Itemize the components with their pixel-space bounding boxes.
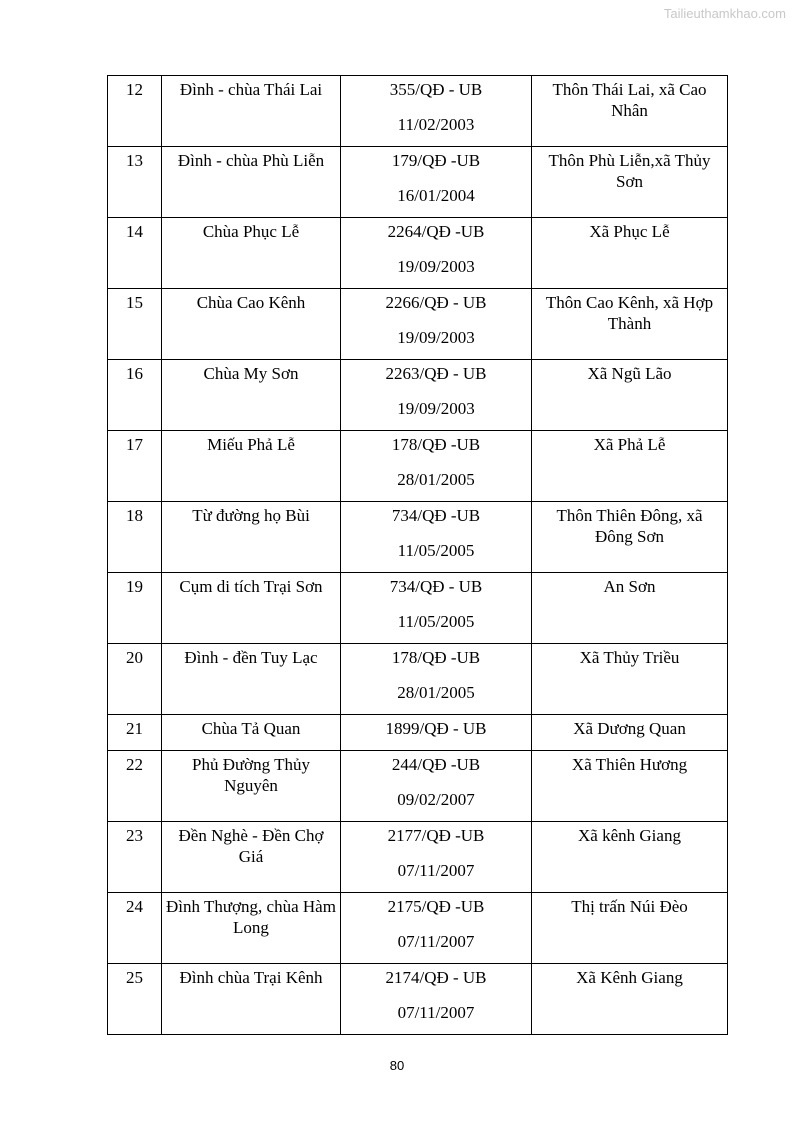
decision-cell — [341, 431, 532, 502]
row-number: 21 — [108, 715, 162, 751]
row-number: 20 — [108, 644, 162, 715]
decision-number: 2263/QĐ - UB — [385, 364, 487, 383]
table-row — [108, 147, 728, 218]
decision-date: 11/05/2005 — [397, 612, 475, 631]
decision-number: 2266/QĐ - UB — [385, 293, 487, 312]
decision-date: 19/09/2003 — [397, 328, 475, 347]
decision-cell — [341, 715, 532, 751]
decision-number: 178/QĐ -UB — [391, 648, 481, 667]
relic-name: Chùa My Sơn — [162, 360, 341, 431]
watermark: Tailieuthamkhao.com — [663, 6, 786, 21]
decision-number: 2175/QĐ -UB — [387, 897, 485, 916]
relic-name: Từ đường họ Bùi — [162, 502, 341, 573]
location: Xã Kênh Giang — [532, 964, 728, 1035]
decision-date: 19/09/2003 — [397, 399, 475, 418]
decision-number: 355/QĐ - UB — [389, 80, 483, 99]
location: Xã kênh Giang — [532, 822, 728, 893]
row-number: 22 — [108, 751, 162, 822]
row-number: 25 — [108, 964, 162, 1035]
relic-name: Chùa Tả Quan — [162, 715, 341, 751]
decision-date: 16/01/2004 — [397, 186, 475, 205]
location: Xã Phả Lễ — [532, 431, 728, 502]
relic-name: Miếu Phả Lễ — [162, 431, 341, 502]
location: Thôn Thiên Đông, xã Đông Sơn — [532, 502, 728, 573]
decision-number: 179/QĐ -UB — [391, 151, 481, 170]
decision-number: 2177/QĐ -UB — [387, 826, 485, 845]
decision-date: 07/11/2007 — [397, 932, 475, 951]
heritage-table — [107, 75, 728, 1035]
row-number: 19 — [108, 573, 162, 644]
decision-number: 2264/QĐ -UB — [387, 222, 485, 241]
row-number: 17 — [108, 431, 162, 502]
page-number: 80 — [389, 1058, 405, 1073]
table-row — [108, 751, 728, 822]
decision-date: 09/02/2007 — [397, 790, 475, 809]
relic-name: Đình chùa Trại Kênh — [162, 964, 341, 1035]
relic-name: Phủ Đường Thủy Nguyên — [162, 751, 341, 822]
table-row — [108, 360, 728, 431]
relic-name: Đình - đền Tuy Lạc — [162, 644, 341, 715]
decision-date: 19/09/2003 — [397, 257, 475, 276]
table-row — [108, 289, 728, 360]
row-number: 12 — [108, 76, 162, 147]
decision-date: 28/01/2005 — [397, 470, 475, 489]
decision-date: 28/01/2005 — [397, 683, 475, 702]
decision-date: 11/05/2005 — [397, 541, 475, 560]
location: Thôn Cao Kênh, xã Hợp Thành — [532, 289, 728, 360]
location: Xã Thiên Hương — [532, 751, 728, 822]
row-number: 14 — [108, 218, 162, 289]
table-row — [108, 822, 728, 893]
relic-name: Cụm di tích Trại Sơn — [162, 573, 341, 644]
table-row — [108, 218, 728, 289]
location: Thôn Phù Liễn,xã Thủy Sơn — [532, 147, 728, 218]
decision-cell — [341, 893, 532, 964]
row-number: 18 — [108, 502, 162, 573]
decision-cell — [341, 822, 532, 893]
row-number: 15 — [108, 289, 162, 360]
location: Xã Thủy Triều — [532, 644, 728, 715]
location: Xã Ngũ Lão — [532, 360, 728, 431]
relic-name: Đình Thượng, chùa Hàm Long — [162, 893, 341, 964]
table-row — [108, 715, 728, 751]
relic-name: Đình - chùa Thái Lai — [162, 76, 341, 147]
decision-date: 07/11/2007 — [397, 1003, 475, 1022]
decision-cell — [341, 502, 532, 573]
decision-number: 244/QĐ -UB — [391, 755, 481, 774]
decision-cell — [341, 289, 532, 360]
row-number: 23 — [108, 822, 162, 893]
table-row — [108, 964, 728, 1035]
location: Xã Dương Quan — [532, 715, 728, 751]
table-row — [108, 502, 728, 573]
location: Xã Phục Lễ — [532, 218, 728, 289]
location: Thị trấn Núi Đèo — [532, 893, 728, 964]
decision-number: 178/QĐ -UB — [391, 435, 481, 454]
decision-cell — [341, 644, 532, 715]
table-row — [108, 573, 728, 644]
decision-number: 734/QĐ -UB — [391, 506, 481, 525]
row-number: 16 — [108, 360, 162, 431]
decision-cell — [341, 76, 532, 147]
location: An Sơn — [532, 573, 728, 644]
decision-date: 11/02/2003 — [397, 115, 475, 134]
table-row — [108, 431, 728, 502]
decision-cell — [341, 964, 532, 1035]
decision-cell — [341, 751, 532, 822]
decision-cell — [341, 573, 532, 644]
row-number: 24 — [108, 893, 162, 964]
relic-name: Chùa Phục Lễ — [162, 218, 341, 289]
row-number: 13 — [108, 147, 162, 218]
location: Thôn Thái Lai, xã Cao Nhân — [532, 76, 728, 147]
table-row — [108, 644, 728, 715]
decision-number: 2174/QĐ - UB — [385, 968, 487, 987]
decision-cell — [341, 218, 532, 289]
decision-date: 07/11/2007 — [397, 861, 475, 880]
relic-name: Chùa Cao Kênh — [162, 289, 341, 360]
decision-number: 1899/QĐ - UB — [385, 719, 487, 738]
relic-name: Đền Nghè - Đền Chợ Giá — [162, 822, 341, 893]
table-row — [108, 76, 728, 147]
decision-number: 734/QĐ - UB — [389, 577, 483, 596]
table-row — [108, 893, 728, 964]
decision-cell — [341, 360, 532, 431]
relic-name: Đình - chùa Phù Liễn — [162, 147, 341, 218]
decision-cell — [341, 147, 532, 218]
